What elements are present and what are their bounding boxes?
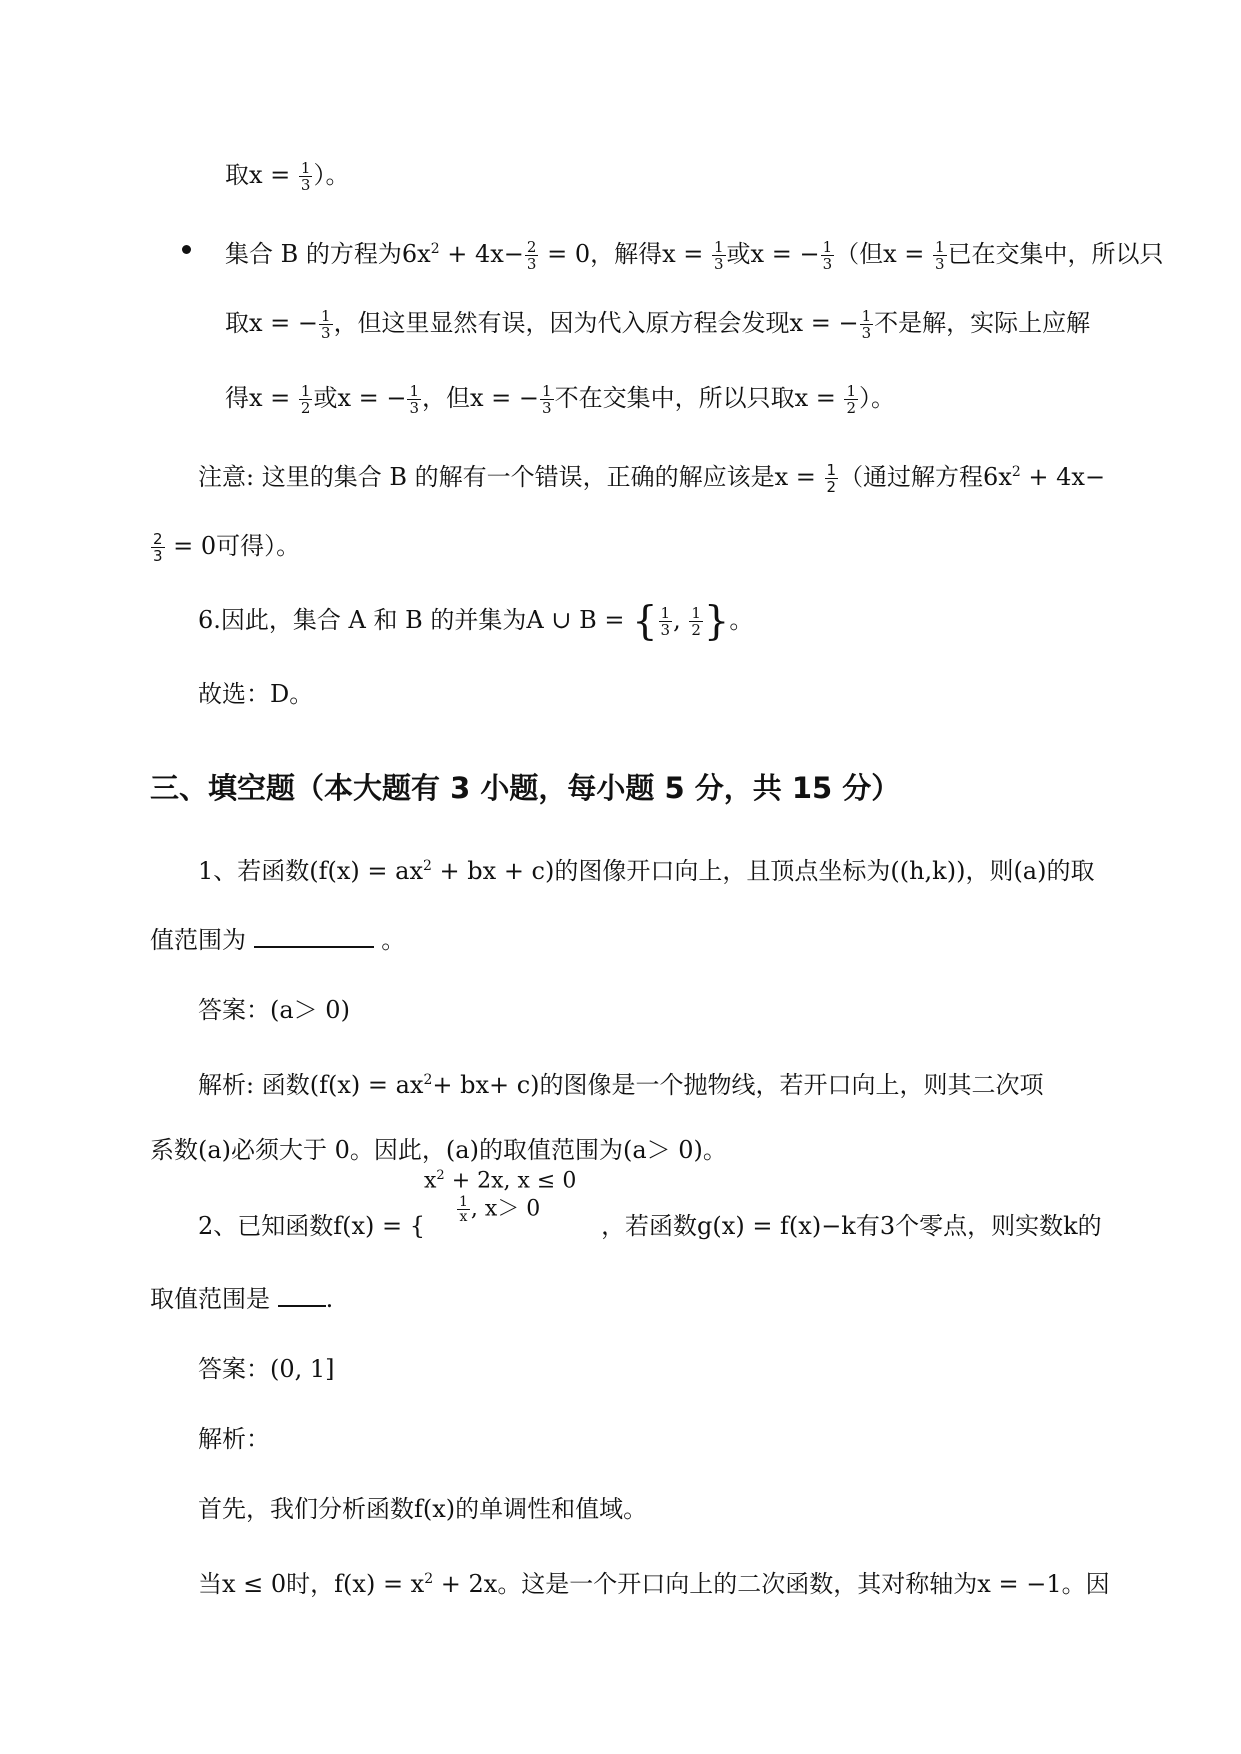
text: 当x ≤ 0时，f(x) = x	[198, 1570, 425, 1598]
answer-1: 答案：(a＞ 0)	[198, 996, 350, 1024]
answer-blank	[278, 1281, 326, 1307]
text: ）。	[859, 384, 896, 412]
text: ，若函数g(x) = f(x)−k有3个零点，则实数k的	[601, 1212, 1102, 1240]
numerator: 2	[153, 530, 163, 548]
text: （通过解方程6x	[839, 463, 1012, 491]
numerator: 1	[300, 159, 311, 177]
text: = 0，解得x =	[539, 240, 711, 268]
numerator: 1	[459, 1194, 468, 1211]
text: + 2x。这是一个开口向上的二次函数，其对称轴为x = −1。因	[433, 1570, 1110, 1598]
text: 解析: 函数(f(x) = ax	[198, 1071, 424, 1099]
superscript: 2	[424, 1571, 434, 1587]
denominator: 2	[846, 399, 857, 417]
denominator: 3	[714, 255, 724, 273]
fraction-one-third	[407, 383, 421, 416]
text: 已在交集中，所以只	[947, 240, 1164, 268]
bullet-icon	[182, 245, 191, 254]
superscript: 2	[436, 1168, 445, 1183]
fraction-one-third	[933, 239, 947, 272]
text: = 0可得）。	[165, 532, 301, 560]
numerator: 1	[935, 238, 945, 256]
denominator: 3	[822, 255, 833, 273]
fraction-two-thirds	[525, 239, 539, 272]
fraction-one-half	[299, 383, 313, 416]
text: 或x = −	[313, 384, 407, 412]
fraction-one-half	[825, 462, 839, 495]
text: 不是解，实际上应解	[874, 309, 1091, 337]
section-heading: 三、填空题（本大题有 3 小题，每小题 5 分，共 15 分）	[150, 771, 901, 805]
solution-line-3	[225, 306, 1090, 341]
numerator: 1	[826, 461, 837, 479]
fraction-one-over-x	[457, 1195, 470, 1224]
superscript: 2	[430, 241, 440, 257]
fraction-two-thirds	[151, 531, 165, 564]
solution-line-4	[225, 381, 895, 416]
numerator: 1	[714, 238, 724, 256]
text: 。	[729, 606, 754, 634]
text: 值范围为	[150, 926, 246, 954]
text: + 2x, x ≤ 0	[451, 1168, 577, 1194]
text: 1、若函数(f(x) = ax	[198, 857, 423, 885]
text: 6.因此，集合 A 和 B 的并集为A ∪ B =	[198, 606, 633, 634]
numerator: 1	[409, 382, 420, 400]
question-2-line-1	[198, 1209, 1102, 1243]
text: x	[424, 1168, 437, 1194]
numerator: 1	[660, 604, 671, 622]
text: （但x =	[835, 240, 933, 268]
denominator: 3	[660, 621, 671, 639]
text: 取值范围是	[150, 1285, 270, 1313]
text: + 4x−	[1020, 463, 1106, 491]
superscript: 2	[1011, 464, 1021, 480]
denominator: 2	[826, 478, 837, 496]
note-line-continued	[150, 529, 300, 564]
text: 取x = −	[225, 309, 319, 337]
text: + bx+ c)的图像是一个抛物线，若开口向上，则其二次项	[432, 1071, 1044, 1099]
piecewise-case-1	[424, 1162, 576, 1195]
numerator: 1	[846, 382, 857, 400]
explanation-1-line-1	[198, 1063, 1044, 1102]
solution-line-1	[225, 158, 349, 193]
text: ）。	[313, 161, 350, 189]
text: 。	[373, 926, 406, 954]
text: 不在交集中，所以只取x =	[554, 384, 844, 412]
text: 取x =	[225, 161, 298, 189]
numerator: 2	[526, 238, 537, 256]
fraction-one-half	[689, 605, 703, 638]
numerator: 1	[321, 307, 331, 325]
piecewise-cases	[424, 1162, 576, 1224]
fraction-one-half	[844, 383, 858, 416]
question-1-line-2	[150, 922, 405, 957]
explanation-2-step-2	[198, 1562, 1110, 1601]
text: 2、已知函数f(x) = {	[198, 1212, 426, 1240]
solution-line-2	[225, 232, 1164, 272]
text: .	[325, 1285, 334, 1313]
text: 注意: 这里的集合 B 的解有一个错误，正确的解应该是x =	[198, 463, 824, 491]
denominator: 3	[153, 547, 163, 565]
fraction-one-third	[860, 308, 874, 341]
explanation-2-label: 解析：	[198, 1425, 270, 1453]
text: + bx + c)的图像开口向上，且顶点坐标为((h,k))，则(a)的取	[431, 857, 1095, 885]
text: ，但x = −	[422, 384, 540, 412]
text: 得x =	[225, 384, 298, 412]
superscript: 2	[423, 858, 432, 874]
text: ，但这里显然有误，因为代入原方程会发现x = −	[333, 309, 859, 337]
denominator: 3	[321, 324, 331, 342]
denominator: x	[459, 1209, 468, 1226]
denominator: 2	[300, 399, 311, 417]
fraction-one-third	[712, 239, 726, 272]
numerator: 1	[861, 307, 872, 325]
numerator: 1	[542, 382, 552, 400]
comma: ,	[673, 606, 689, 634]
brace-open: {	[632, 598, 658, 645]
denominator: 3	[935, 255, 945, 273]
denominator: 3	[542, 399, 552, 417]
fraction-one-third	[299, 160, 313, 193]
explanation-1-line-2: 系数(a)必须大于 0。因此，(a)的取值范围为(a＞ 0)。	[150, 1136, 727, 1164]
denominator: 3	[861, 324, 872, 342]
fraction-one-third	[540, 383, 554, 416]
text: , x＞ 0	[470, 1196, 541, 1222]
question-1-line-1	[198, 849, 1094, 888]
answer-blank	[254, 922, 374, 948]
denominator: 2	[691, 621, 701, 639]
note-line	[198, 455, 1105, 495]
denominator: 3	[526, 255, 537, 273]
numerator: 1	[822, 238, 833, 256]
numerator: 1	[300, 382, 311, 400]
denominator: 3	[300, 176, 311, 194]
explanation-2-step-1: 首先，我们分析函数f(x)的单调性和值域。	[198, 1495, 648, 1523]
fraction-one-third	[319, 308, 333, 341]
answer-2: 答案：(0, 1]	[198, 1355, 335, 1383]
union-line	[198, 598, 754, 645]
fraction-one-third	[821, 239, 835, 272]
fraction-one-third	[659, 605, 673, 638]
superscript: 2	[423, 1072, 433, 1088]
brace-close: }	[703, 598, 730, 645]
text: 或x = −	[726, 240, 820, 268]
text: + 4x−	[439, 240, 524, 268]
question-2-line-2	[150, 1281, 333, 1316]
piecewise-case-2	[424, 1195, 576, 1224]
answer-choice-line: 故选：D。	[198, 680, 314, 708]
numerator: 1	[691, 604, 701, 622]
denominator: 3	[409, 399, 420, 417]
text: 集合 B 的方程为6x	[225, 240, 431, 268]
